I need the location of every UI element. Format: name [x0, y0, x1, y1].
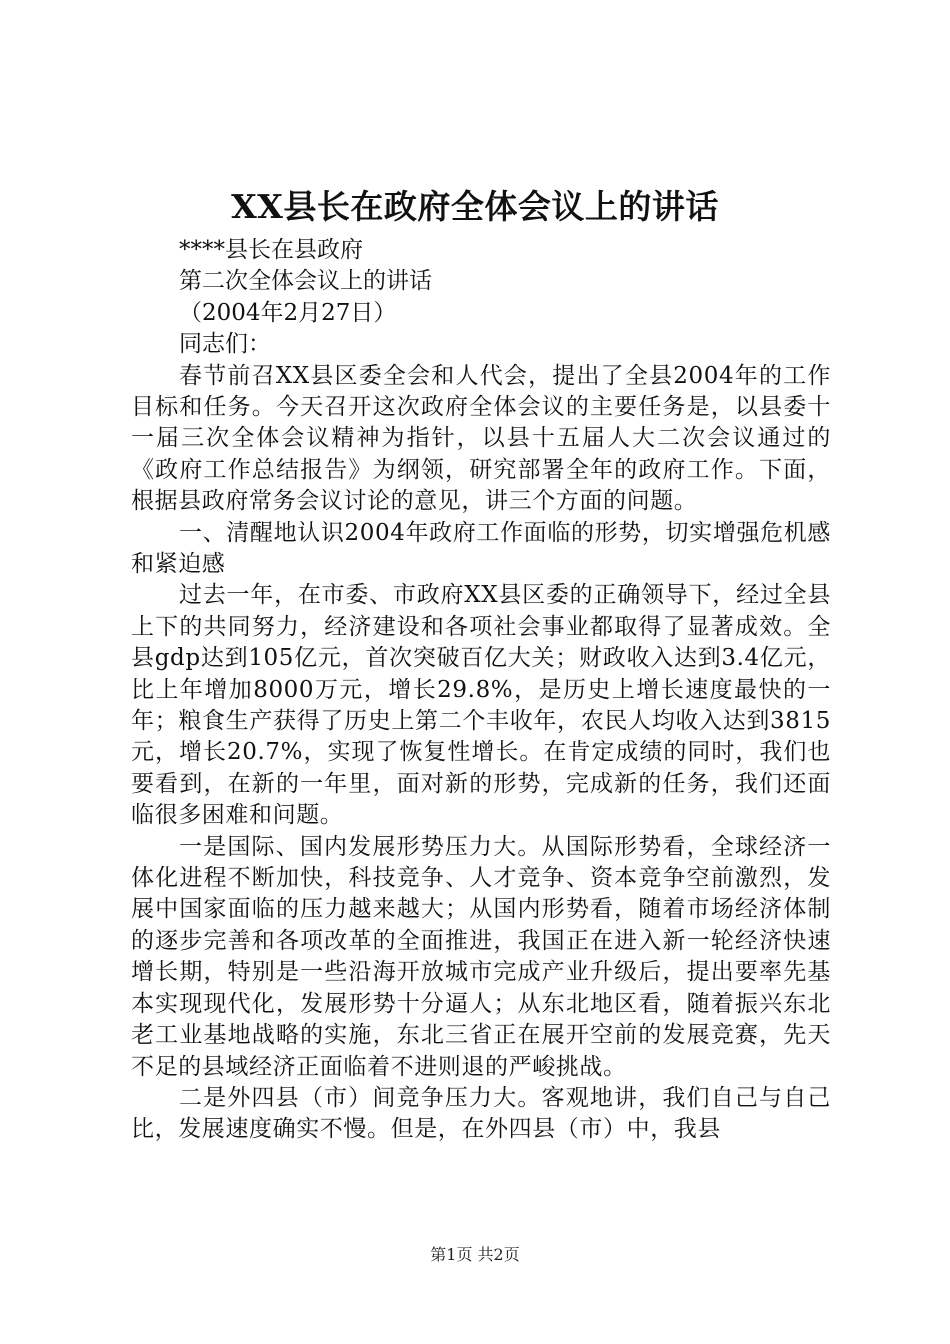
document-body — [131, 235, 831, 1146]
page-footer: 第1页 共2页 — [430, 1245, 520, 1264]
intro-paragraph: 春节前召XX县区委全会和人代会，提出了全县2004年的工作目标和任务。今天召开这次政府全体会议的主要任务是，以县委十一届三次全体会议精神为指针，以县十五届人大二次会议通过的《政府工作总结报告》为纲领，研究部署全年的政府工作。下面，根据县政府常务会议讨论的意见，讲三个方面的问题。 — [131, 362, 831, 515]
pressure-point-2: 二是外四县（市）间竞争压力大。客观地讲，我们自己与自己比，发展速度确实不慢。但是，在外四县（市）中，我县 — [131, 1084, 831, 1143]
meeting-line: 第二次全体会议上的讲话 — [179, 268, 432, 295]
pressure-point-1: 一是国际、国内发展形势压力大。从国际形势看，全球经济一体化进程不断加快，科技竞争、人才竞争、资本竞争空前激烈，发展中国家面临的压力越来越大；从国内形势看，随着市场经济体制的逐步完善和各项改革的全面推进，我国正在进入新一轮经济快速增长期，特别是一些沿海开放城市完成产业升级后，提出要率先基本实现现代化，发展形势十分逼人；从东北地区看，随着振兴东北老工业基地战略的实施，东北三省正在展开空前的发展竞赛，先天不足的县域经济正面临着不进则退的严峻挑战。 — [131, 833, 831, 1080]
document-title: XX县长在政府全体会议上的讲话 — [231, 187, 719, 226]
section-heading-1: 一、清醒地认识2004年政府工作面临的形势，切实增强危机感和紧迫感 — [131, 519, 831, 577]
speaker-line: ****县长在县政府 — [179, 237, 363, 263]
achievements-paragraph: 过去一年，在市委、市政府XX县区委的正确领导下，经过全县上下的共同努力，经济建设和各项社会事业都取得了显著成效。全县gdp达到105亿元，首次突破百亿大关；财政收入达到3.4亿元，比上年增加8000万元，增长29.8%，是历史上增长速度最快的一年；粮食生产获得了历史上第二个丰收年，农民人均收入达到3815元，增长20.7%，实现了恢复性增长。在肯定成绩的同时，我们也要看到，在新的一年里，面对新的形势，完成新的任务，我们还面临很多困难和问题。 — [131, 582, 831, 829]
date-line: （2004年2月27日） — [179, 299, 397, 326]
salutation-line: 同志们： — [179, 331, 271, 358]
